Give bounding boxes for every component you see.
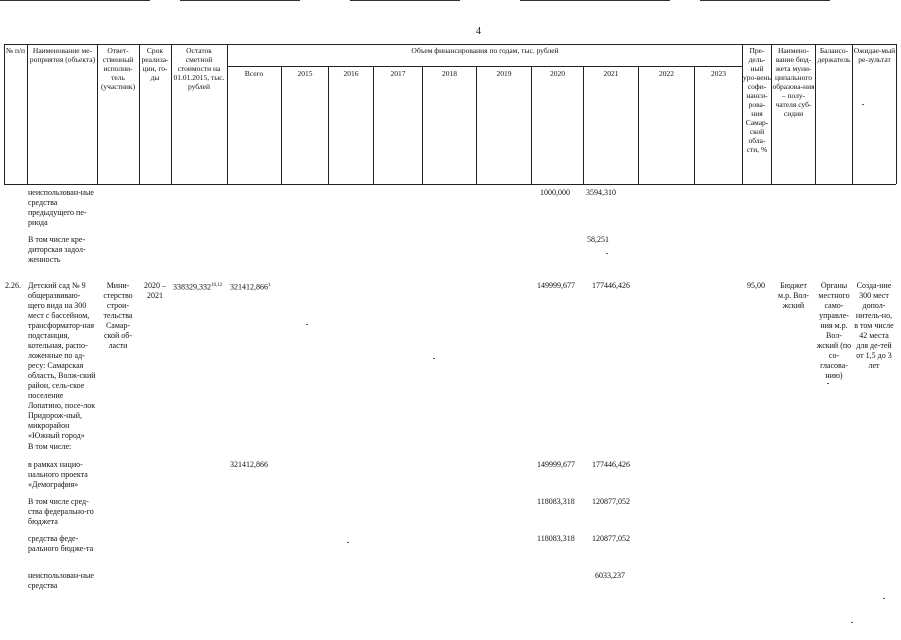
header-year-2022: 2022 [659,69,674,78]
scan-speck [862,104,864,105]
header-year-2018: 2018 [442,69,457,78]
header-result: Ожидае-мый ре-зультат [853,46,896,64]
row-federal-including-2021: 120877,052 [592,497,630,506]
row-object-name: Детский сад № 9 общеразвиваю-щего вида на 300 мест с бассейном, трансформатор-ная подстанция, котельная, распо-ложенные по ад-ресу: Самарская область, Волж-ский район, сель-ское поселение Лопатино, посе-лок Придорож-ный, микрорайон «Южный город» [28,281,96,440]
row-national-project-2020: 149999,677 [537,460,575,469]
col-border [4,44,5,184]
header-year-2023: 2023 [711,69,726,78]
header-year-total: Всего [244,69,264,78]
header-level: Пре-дель-ный уро-вень софи-нанси-рова-ния Самар-ской обла-сти, % [743,46,772,154]
col-border [476,66,477,184]
row-object-level: 95,00 [747,281,765,290]
row-federal-funds-2021: 120877,052 [592,534,630,543]
header-year-2015: 2015 [297,69,313,78]
header-year-2019: 2019 [496,69,512,78]
col-border [531,66,532,184]
header-budget: Наимено-вание бюд-жета муни-ципального образова-ния – полу-чателя суб-сидии [772,46,815,118]
row-national-project-name: в рамках нацио-нального проекта «Демография» [28,460,88,489]
row-unused-funds-2020: 1000,000 [540,188,570,197]
row-unused-funds-name: неиспользован-ные средства предыдущего пе-риода [28,188,94,227]
col-border [638,66,639,184]
top-rule [520,0,670,1]
row-creditor-debt-name: В том числе кре-диторская задол-женность [28,235,86,264]
row-federal-including-name: В том числе сред-ства федерально-го бюджета [28,497,94,526]
row-federal-funds-name: средства феде-рального бюдже-та [28,534,94,553]
row-unused-2021: 6033,237 [595,571,625,580]
col-border [852,44,853,184]
header-year-2020: 2020 [550,69,565,78]
row-object-holder: Органы местного само-управле-ния м.р. Вол-жский (по со-гласова-нию) [816,281,852,380]
years-divider [227,66,742,67]
header-rest: Остаток сметной стоимости на 01.01.2015, тыс. рублей [173,46,225,91]
row-object-2021: 177446,426 [592,281,630,290]
row-object-rest [173,281,222,293]
col-border [373,66,374,184]
scan-speck [606,253,608,254]
row-object-total-footnote: 1 [268,283,271,288]
header-volume: Объем финансирования по годам, тыс. рублей [411,46,559,55]
col-border [583,66,584,184]
scan-speck [851,622,853,623]
col-border [27,44,28,184]
scan-speck [827,383,829,384]
top-rule [180,0,300,1]
header-year-2017: 2017 [390,69,406,78]
row-object-term: 2020 – 2021 [144,281,166,300]
header-term: Срок реализа-ции, го-ды [141,46,169,82]
row-creditor-debt-2021: 58,251 [587,235,609,244]
col-border [227,44,228,184]
row-object-total [230,281,271,293]
row-object-2020: 149999,677 [537,281,575,290]
page-number: 4 [476,26,481,37]
col-border [422,66,423,184]
header-responsible: Ответ-ственный исполни-тель (участник) [100,46,136,91]
row-object-total-value: 321412,866 [230,282,268,292]
top-rule [0,0,150,1]
row-unused-name: неиспользован-ные средства [28,571,94,590]
row-federal-including-2020: 118083,318 [537,497,575,506]
scan-speck [347,542,349,543]
header-no: № п/п [5,46,26,55]
row-national-project-total: 321412,866 [230,460,268,469]
row-object-responsible: Мини-стерство строи-тельства Самар-ской об-ласти [103,281,133,350]
row-object-rest-footnote: 10,12 [211,283,223,288]
row-object-number: 2.26. [5,281,21,290]
row-national-project-2021: 177446,426 [592,460,630,469]
header-name: Наименование ме-роприятия (объекта) [29,46,96,64]
header-year-2021: 2021 [603,69,619,78]
header-holder: Балансо-держатель [817,46,851,64]
row-federal-funds-2020: 118083,318 [537,534,575,543]
scan-speck [883,598,885,599]
row-object-result: Созда-ние 300 мест допол-нитель-но, в том числе 42 места для де-тей от 1,5 до 3 лет [854,281,894,370]
row-object-rest-value: 338329,332 [173,282,211,292]
col-border [281,66,282,184]
table-top-border [4,44,896,45]
col-border [694,66,695,184]
scan-speck [306,324,308,325]
top-rule [350,0,460,1]
header-bottom-border [4,184,896,185]
row-unused-funds-2021: 3594,310 [586,188,616,197]
col-border [815,44,816,184]
top-rule [700,0,830,1]
scan-speck [433,358,435,359]
row-including-name: В том числе: [28,442,72,451]
col-border [896,44,897,184]
row-object-budget: Бюджет м.р. Вол-жский [778,281,809,310]
header-year-2016: 2016 [343,69,359,78]
col-border [328,66,329,184]
